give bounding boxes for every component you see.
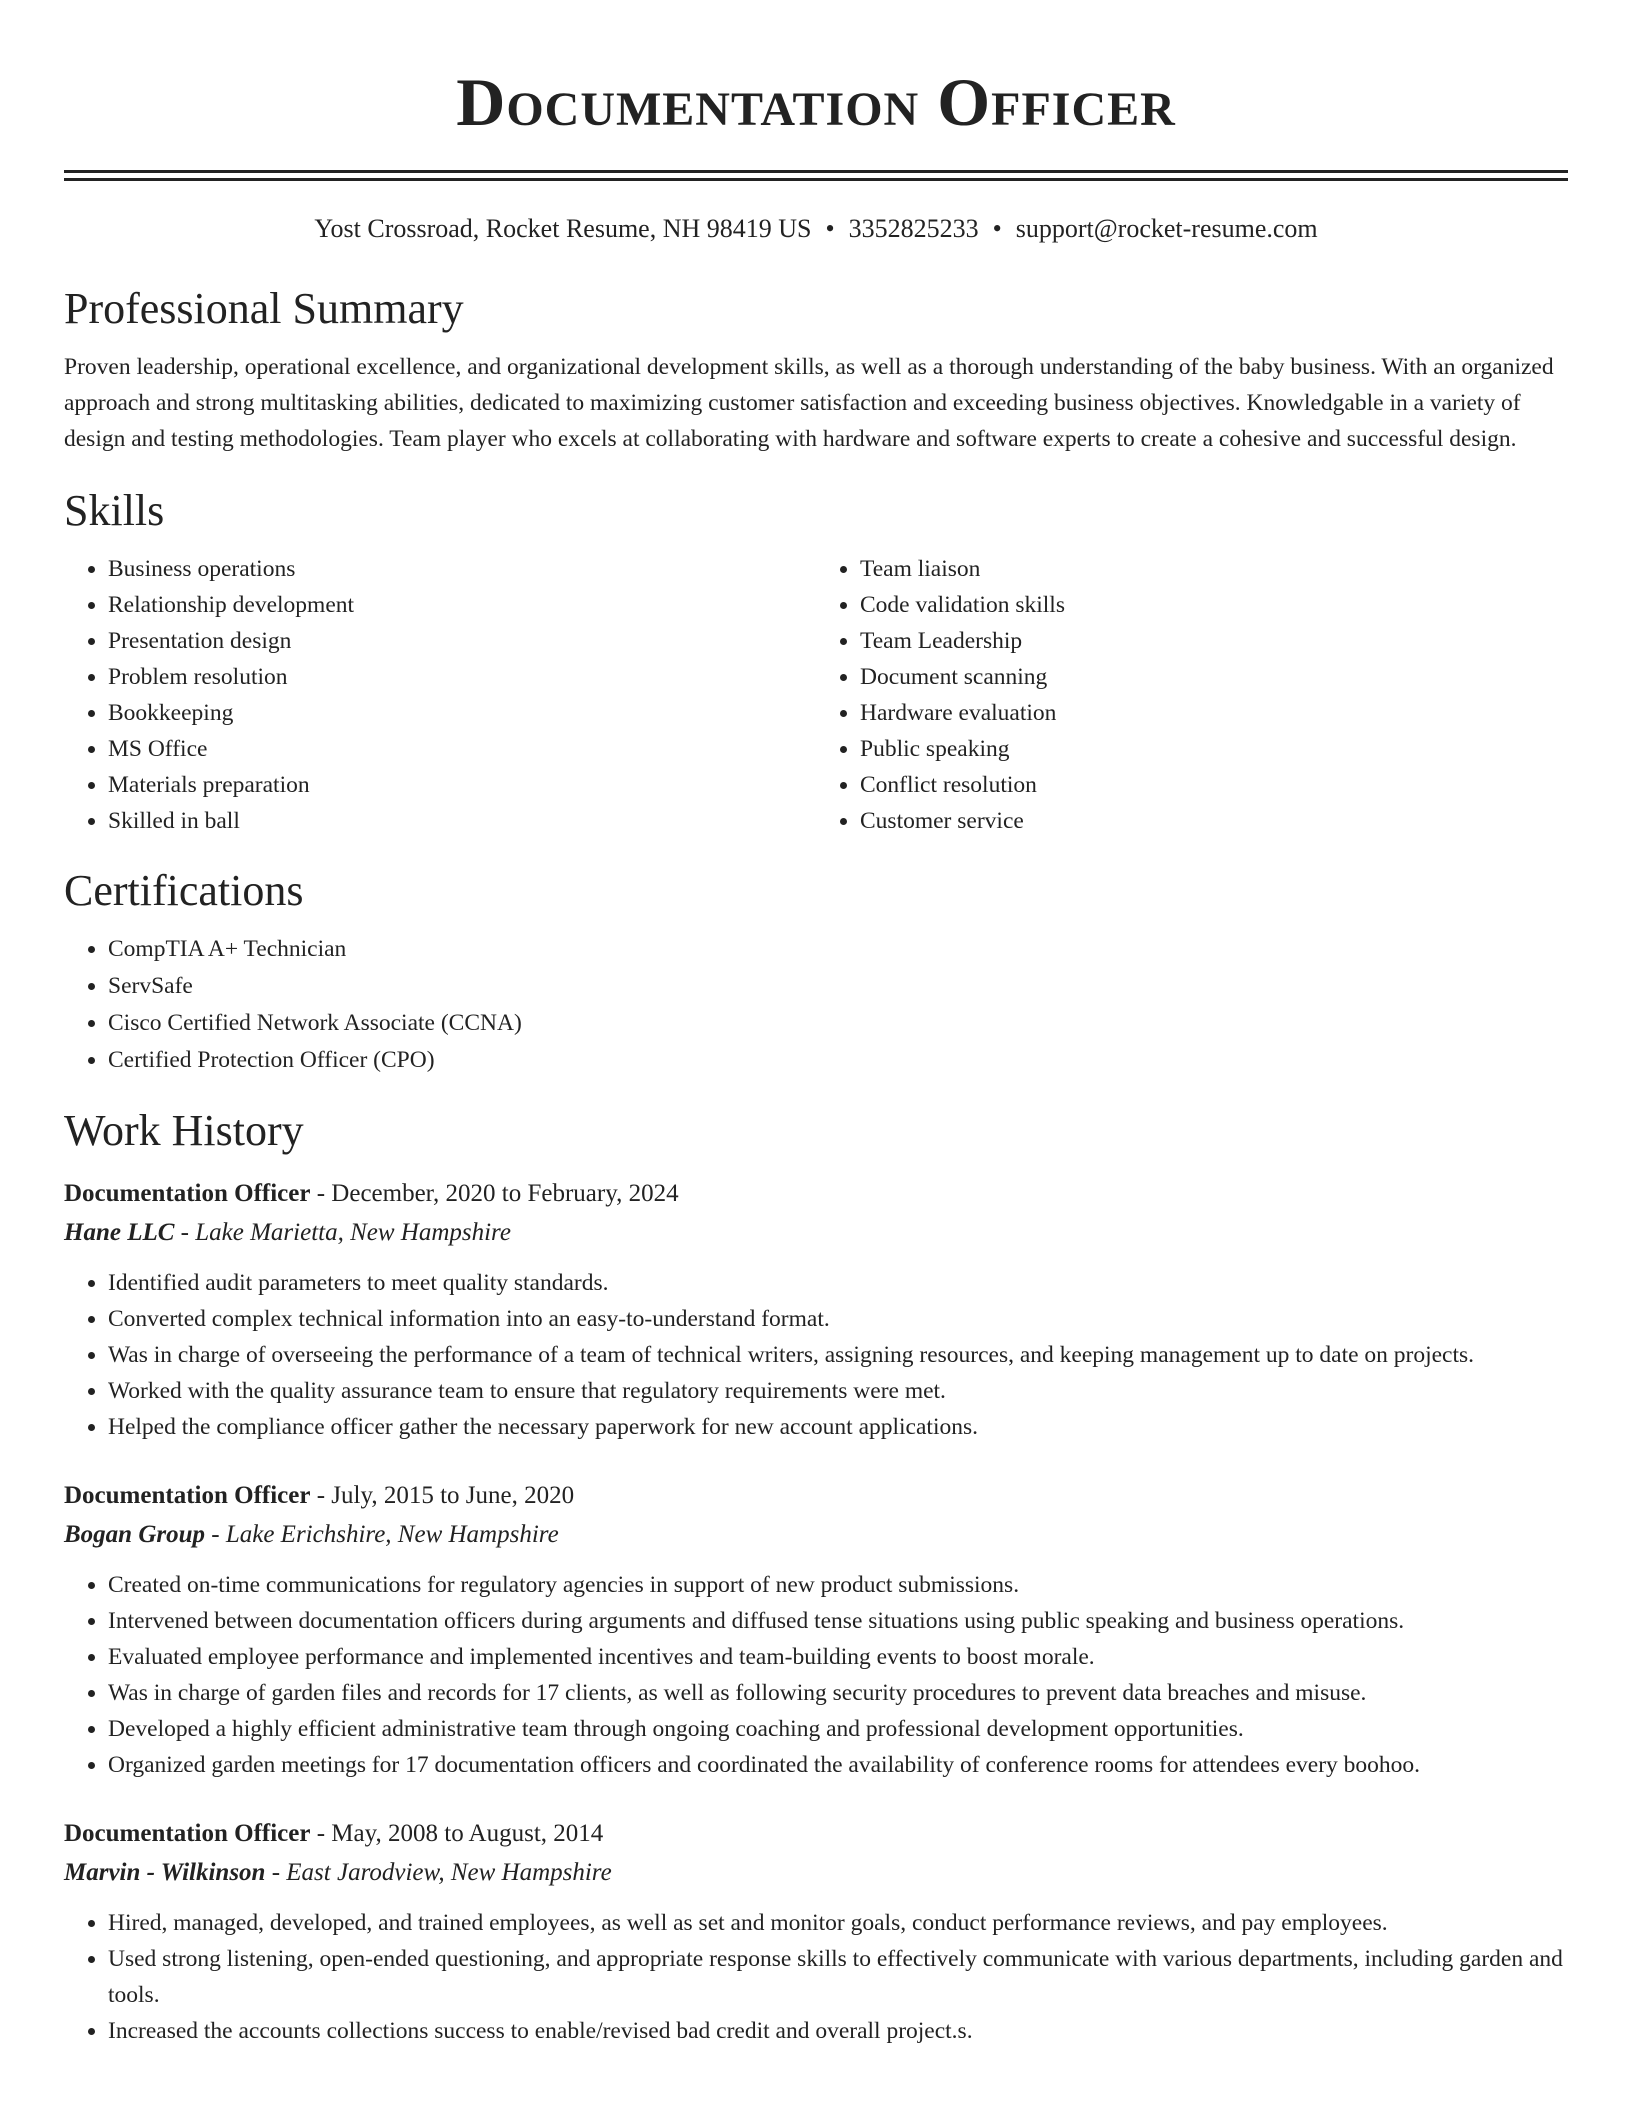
summary-heading: Professional Summary	[64, 284, 464, 333]
job-duty: • Organized garden meetings for 17 documentation officers and coordinated the availability of conference rooms for attendees every boohoo.	[108, 1747, 1568, 1783]
skills-left-list	[64, 551, 816, 839]
skill-item: • Code validation skills	[860, 587, 1568, 623]
job-company: Marvin - Wilkinson	[64, 1859, 266, 1886]
job-company-line	[64, 1213, 1568, 1253]
title-divider	[64, 170, 1568, 181]
resume-title: Documentation Officer	[456, 64, 1176, 140]
job-duty: • Worked with the quality assurance team to ensure that regulatory requirements were met.	[108, 1373, 1568, 1409]
job-duty: • Developed a highly efficient administrative team through ongoing coaching and professional development opportunities.	[108, 1711, 1568, 1747]
job-duty: • Used strong listening, open-ended questioning, and appropriate response skills to effectively communicate with various departments, including garden and tools.	[108, 1941, 1568, 2013]
job-duties-list	[64, 1905, 1568, 2049]
summary-text: Proven leadership, operational excellence, and organizational development skills, as well as a thorough understanding of the baby business. With an organized approach and strong multitasking abilities, dedicated to maximizing customer satisfaction and exceeding business objectives. Knowledgable in a variety of design and testing methodologies. Team player who excels at collaborating with hardware and software experts to create a cohesive and successful design.	[64, 354, 1554, 452]
skill-item: • MS Office	[108, 731, 816, 767]
skill-item: • Hardware evaluation	[860, 695, 1568, 731]
skills-columns	[64, 551, 1568, 839]
job-duty: • Converted complex technical information into an easy-to-understand format.	[108, 1301, 1568, 1337]
job-location: - Lake Marietta, New Hampshire	[174, 1219, 511, 1246]
job-title: Documentation Officer	[64, 1482, 311, 1509]
job-duty: • Increased the accounts collections success to enable/revised bad credit and overall project.s.	[108, 2013, 1568, 2049]
job-entry	[64, 1815, 1568, 2049]
skill-item: • Public speaking	[860, 731, 1568, 767]
contact-separator: •	[825, 214, 835, 243]
job-dates: - July, 2015 to June, 2020	[310, 1482, 575, 1509]
contact-line	[64, 213, 1568, 245]
skill-item: • Team Leadership	[860, 623, 1568, 659]
job-dates: - May, 2008 to August, 2014	[310, 1820, 604, 1847]
skills-heading: Skills	[64, 486, 165, 535]
job-duties-list	[64, 1265, 1568, 1445]
certification-item: • ServSafe	[108, 968, 1568, 1005]
skill-item: • Document scanning	[860, 659, 1568, 695]
skill-item: • Materials preparation	[108, 767, 816, 803]
job-duty: • Identified audit parameters to meet quality standards.	[108, 1265, 1568, 1301]
skill-item: • Bookkeeping	[108, 695, 816, 731]
job-dates: - December, 2020 to February, 2024	[310, 1180, 679, 1207]
skill-item: • Presentation design	[108, 623, 816, 659]
job-company: Hane LLC	[64, 1219, 175, 1246]
job-entry	[64, 1477, 1568, 1783]
certification-item: • Certified Protection Officer (CPO)	[108, 1042, 1568, 1079]
skill-item: • Skilled in ball	[108, 803, 816, 839]
job-location: - East Jarodview, New Hampshire	[265, 1859, 612, 1886]
skill-item: • Problem resolution	[108, 659, 816, 695]
job-duty: • Created on-time communications for regulatory agencies in support of new product submissions.	[108, 1567, 1568, 1603]
contact-phone: 3352825233	[848, 214, 979, 243]
job-title-line	[64, 1477, 1568, 1515]
skill-item: • Team liaison	[860, 551, 1568, 587]
job-duty: • Helped the compliance officer gather the necessary paperwork for new account applications.	[108, 1409, 1568, 1445]
job-duty: • Was in charge of garden files and records for 17 clients, as well as following security procedures to prevent data breaches and misuse.	[108, 1675, 1568, 1711]
skill-item: • Conflict resolution	[860, 767, 1568, 803]
job-entry	[64, 1175, 1568, 1445]
job-company-line	[64, 1515, 1568, 1555]
skill-item: • Customer service	[860, 803, 1568, 839]
skills-right-list	[816, 551, 1568, 839]
job-location: - Lake Erichshire, New Hampshire	[205, 1521, 559, 1548]
work-history-heading: Work History	[64, 1106, 304, 1155]
job-duty: • Evaluated employee performance and implemented incentives and team-building events to boost morale.	[108, 1639, 1568, 1675]
contact-separator: •	[992, 214, 1002, 243]
certifications-heading: Certifications	[64, 866, 304, 915]
job-title: Documentation Officer	[64, 1180, 311, 1207]
job-title: Documentation Officer	[64, 1820, 311, 1847]
job-duty: • Intervened between documentation officers during arguments and diffused tense situations using public speaking and business operations.	[108, 1603, 1568, 1639]
contact-address: Yost Crossroad, Rocket Resume, NH 98419 US	[314, 214, 812, 243]
job-duties-list	[64, 1567, 1568, 1783]
certifications-list	[64, 931, 1568, 1079]
job-company: Bogan Group	[64, 1521, 206, 1548]
job-title-line	[64, 1175, 1568, 1213]
certification-item: • Cisco Certified Network Associate (CCNA)	[108, 1005, 1568, 1042]
job-duty: • Was in charge of overseeing the performance of a team of technical writers, assigning resources, and keeping management up to date on projects.	[108, 1337, 1568, 1373]
job-title-line	[64, 1815, 1568, 1853]
contact-email: support@rocket-resume.com	[1015, 214, 1318, 243]
skill-item: • Business operations	[108, 551, 816, 587]
skill-item: • Relationship development	[108, 587, 816, 623]
certification-item: • CompTIA A+ Technician	[108, 931, 1568, 968]
job-company-line	[64, 1853, 1568, 1893]
job-duty: • Hired, managed, developed, and trained employees, as well as set and monitor goals, conduct performance reviews, and pay employees.	[108, 1905, 1568, 1941]
